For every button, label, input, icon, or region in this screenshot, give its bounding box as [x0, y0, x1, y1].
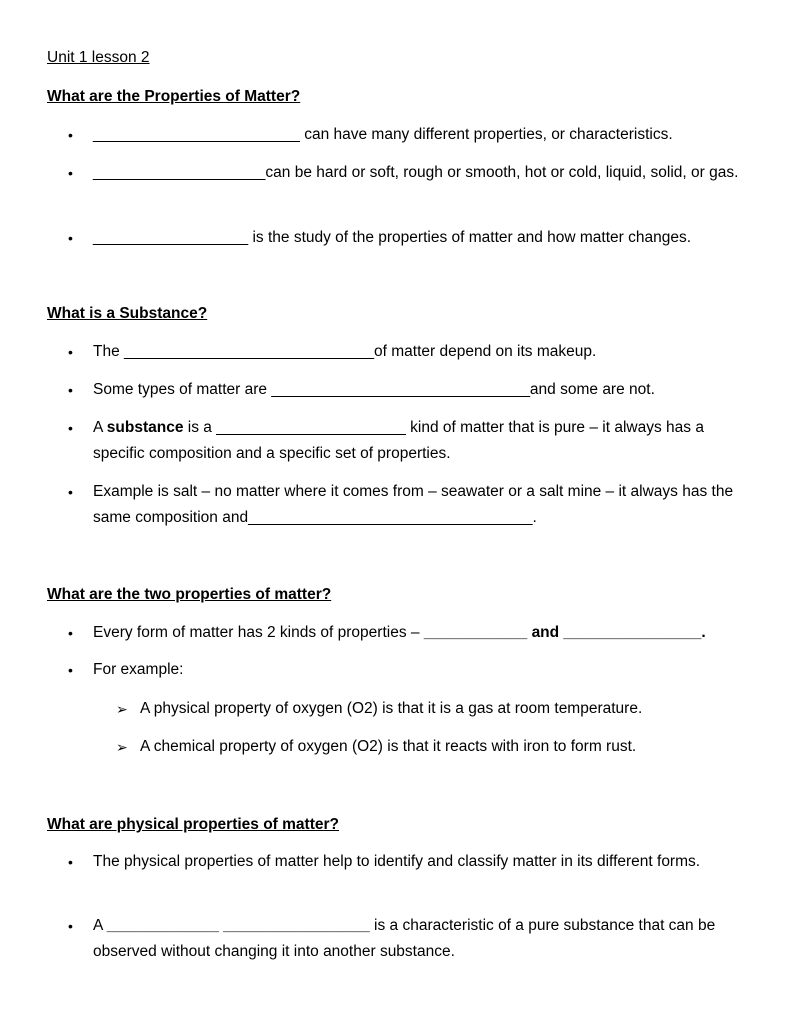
bullet-icon: • [68, 918, 73, 934]
list-item-text-pre: A [93, 917, 107, 934]
list-item-text: __________________ is the study of the properties of matter and how matter changes. [93, 229, 692, 246]
bullet-icon: • [68, 165, 73, 181]
bullet-icon: • [68, 382, 73, 398]
bullet-icon: • [68, 127, 73, 143]
blanks-physical-property: _____________ _________________ [106, 917, 370, 934]
list-item-text: ____________________can be hard or soft, rough or smooth, hot or cold, liquid, solid, or gas. [93, 164, 739, 181]
section-heading-properties: What are the Properties of Matter? [47, 88, 301, 105]
list-item-text-post: is a ______________________ kind of matter that is pure – it always has a specific composition and a specific set of properties. [93, 419, 704, 462]
bullet-icon: • [68, 484, 73, 500]
unit-label: Unit 1 lesson 2 [47, 49, 150, 66]
list-item-text: The physical properties of matter help to identify and classify matter in its different forms. [93, 853, 701, 870]
term-substance: substance [106, 419, 184, 436]
list-item-text [93, 620, 758, 646]
bullet-icon: • [68, 662, 73, 678]
blanks-two-kinds: ____________ and ________________. [423, 624, 706, 641]
list-item-text: ________________________ can have many different properties, or characteristics. [93, 126, 673, 143]
bullet-icon: • [68, 344, 73, 360]
arrow-bullet-icon: ➢ [116, 739, 128, 755]
section-heading-substance: What is a Substance? [47, 305, 208, 322]
bullet-icon: • [68, 625, 73, 641]
list-item-text: The _____________________________of matter depend on its makeup. [93, 343, 597, 360]
bullet-icon: • [68, 420, 73, 436]
list-item-text [93, 913, 758, 965]
list-item-text-pre: A [93, 419, 107, 436]
sub-list-item-text: A physical property of oxygen (O2) is that it is a gas at room temperature. [140, 700, 643, 717]
list-item-text: Example is salt – no matter where it comes from – seawater or a salt mine – it always has the same composition and_________________________________. [93, 483, 734, 526]
section-heading-two-properties: What are the two properties of matter? [47, 586, 332, 603]
bullet-icon: • [68, 230, 73, 246]
list-item-text-post: is a characteristic of a pure substance that can be observed without changing it into another substance. [93, 917, 716, 960]
list-item-text: Some types of matter are ______________________________and some are not. [93, 381, 655, 398]
arrow-bullet-icon: ➢ [116, 701, 128, 717]
sub-list-item-text: A chemical property of oxygen (O2) is that it reacts with iron to form rust. [140, 738, 637, 755]
section-heading-physical-properties: What are physical properties of matter? [47, 816, 339, 833]
list-item-text [93, 415, 758, 467]
list-item-text: For example: [93, 661, 184, 678]
list-item-text-pre: Every form of matter has 2 kinds of properties – [93, 624, 424, 641]
bullet-icon: • [68, 854, 73, 870]
